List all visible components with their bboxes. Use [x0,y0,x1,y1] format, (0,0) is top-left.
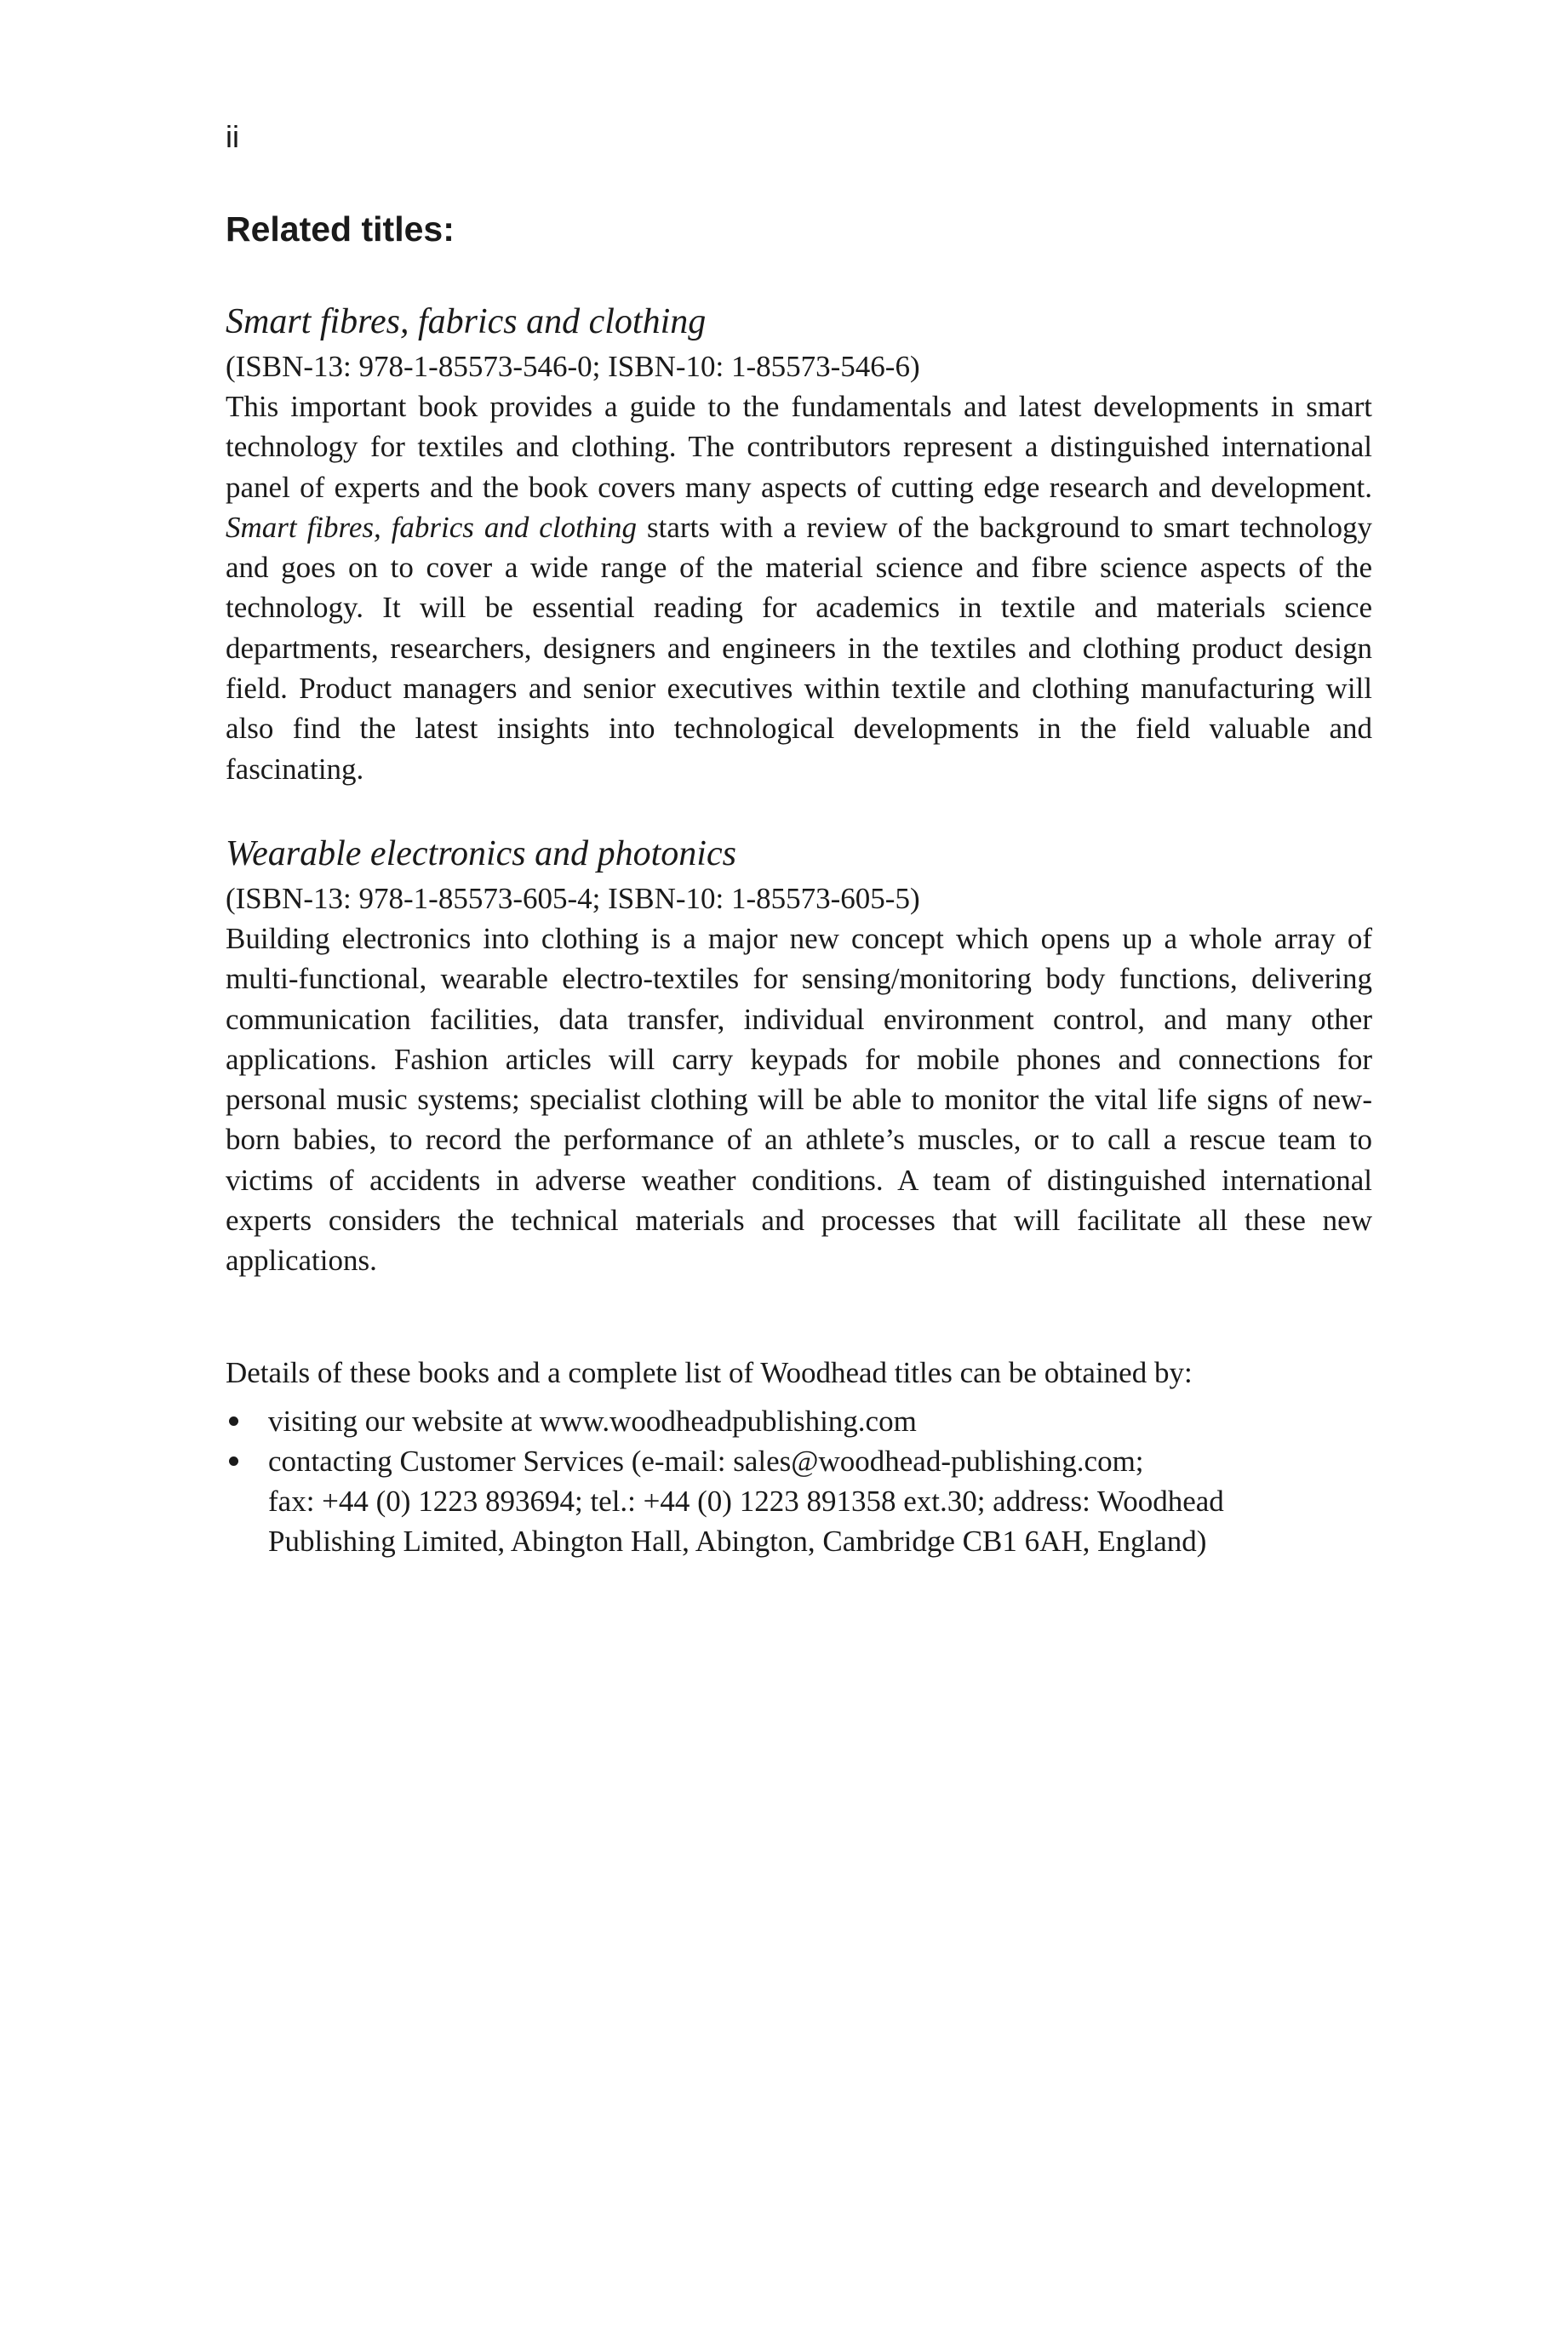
book-entry-smart-fibres [226,298,1372,789]
contact-intro: Details of these books and a complete list of Woodhead titles can be obtained by: [226,1355,1193,1389]
contact-website-text: visiting our website at www.woodheadpublishing.com [268,1404,917,1438]
related-titles-list [226,298,1372,1561]
book-isbn: (ISBN-13: 978-1-85573-605-4; ISBN-10: 1-85573-605-5) [226,881,920,915]
book-description: Building electronics into clothing is a major new concept which opens up a whole array of multi-functional, wearable electro-textiles for sensing/monitoring body functions, delivering communication facilities, data transfer, individual environment control, and many other applications. Fashion articles will carry keypads for mobile phones and connections for personal music systems; specialist clothing will be able to monitor the vital life signs of new-born babies, to record the performance of an athlete’s muscles, or to call a rescue team to victims of accidents in adverse weather conditions. A team of distinguished international experts considers the technical materials and processes that will facilitate all these new applications. [226,921,1372,1278]
contact-services-line: contacting Customer Services (e-mail: sales@woodhead-publishing.com; [268,1444,1144,1478]
contact-services-line: fax: +44 (0) 1223 893694; tel.: +44 (0) 1223 891358 ext.30; address: Woodhead [268,1484,1224,1518]
page-heading: Related titles: [226,209,455,249]
contact-option-website [226,1401,1372,1441]
page-folio: ii [226,119,239,154]
contact-option-customer-services [226,1441,1372,1561]
book-description-text-continued: starts with a review of the background to smart technology and goes on to cover a wide range of the material science and fibre science aspects of the technology. It will be essential reading for academics in textile and materials science departments, researchers, designers and engineers in the textiles and clothing product design field. Product managers and senior executives within textile and clothing manufacturing will also find the latest insights into technological developments in the field valuable and fascinating. [226,510,1372,786]
book-description-text: This important book provides a guide to the fundamentals and latest developments in smart technology for textiles and clothing. The contributors represent a distinguished international panel of experts and the book covers many aspects of cutting edge research and development. [226,390,1372,504]
book-isbn: (ISBN-13: 978-1-85573-546-0; ISBN-10: 1-85573-546-6) [226,350,920,383]
book-entry-wearable-electronics [226,830,1372,1281]
contact-options-list [226,1401,1372,1561]
book-title: Wearable electronics and photonics [226,833,736,873]
bullet-icon [229,1416,238,1426]
book-title: Smart fibres, fabrics and clothing [226,302,707,341]
contact-services-line: Publishing Limited, Abington Hall, Abington, Cambridge CB1 6AH, England) [268,1524,1207,1558]
book-description [226,386,1372,789]
book-description-title-reference: Smart fibres, fabrics and clothing [226,510,638,544]
bullet-icon [229,1456,238,1466]
